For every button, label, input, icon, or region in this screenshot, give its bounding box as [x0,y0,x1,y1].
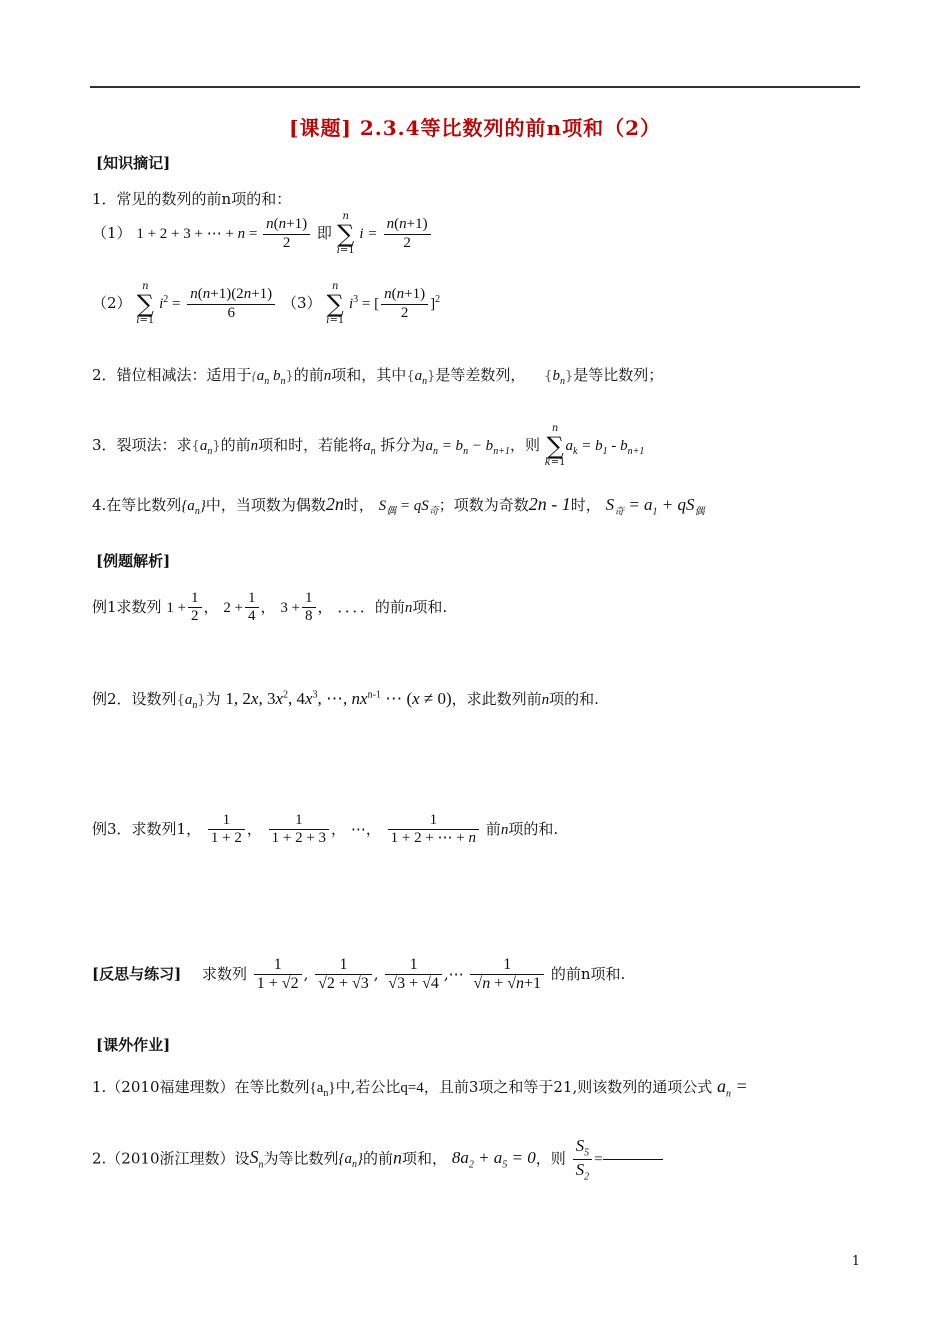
section-practice: [反思与练习] [92,964,182,983]
homework-2: 2.（2010浙江理数）设$S_n$为等比数列$\{a_n\}$的前n项和， $8a_2 + a_5 = 0$，则 $\frac{S_5}{S_2}$ = [92,1136,663,1183]
example-2: 例2．设数列$\{a_n\}$为 1, 2x, $3x^2$, $4x^3$, ⋯, $nx^{n-1}$ ⋯ (x ≠ 0)，求此数列前n项的和. [92,689,599,711]
practice: [反思与练习] 求数列 $\frac{1}{1 + √2}$ , $\frac{1}{√2 + √3}$ , $\frac{1}{√3 + √4}$ ,⋯ $\frac{1}{√n + √n+1}$ 的前n项和. [92,956,626,993]
example-1: 例1求数列 1 + $\frac{1}{2}$ ， 2 + $\frac{1}{4}$ ， 3 + $\frac{1}{8}$ ， ．．．．的前n项和. [92,590,448,625]
formula-sum-n: （1） 1 + 2 + 3 + ⋯ + n = $\frac{n(n+1)}{2}$ 即 n ∑ i=1 i = $\frac{n(n+1)}{2}$ [92,212,433,256]
section-examples: [例题解析] [96,552,171,570]
knowledge-item-3: 3．裂项法：求$\{a_n\}$的前n项和时，若能将$a_n$ 拆分为$a_n = b_n - b_{n+1}$，则 n ∑ $k=1a_k = b_1 - b_{n+1}$ [92,423,645,468]
page-title: [课题] 2.3.4等比数列的前n项和（2） [288,116,662,140]
formula-sum-squares-cubes: （2） n ∑ i=1 $i^2$ = $\frac{n(n+1)(2n+1)}{6}$ （3） n ∑ i=1 $i^3$ = [ $\frac{n(n+1)}{2}$ ]$^2$ [92,281,441,326]
section-homework: [课外作业] [96,1036,171,1054]
knowledge-item-4: 4.在等比数列$\{a_n\}$中，当项数为偶数2n时， $S_偶 = qS_奇$；项数为奇数2n - 1时， $S_奇 = a_1 + qS_偶$ [92,494,705,518]
example-3: 例3．求数列1， $\frac{1}{1 + 2}$ ， $\frac{1}{1 + 2 + 3}$ ， ⋯， $\frac{1}{1 + 2 + \cdots + n}$ 前n项的和. [92,812,559,847]
knowledge-item-2: 2．错位相减法：适用于{$a_n$ $b_n$}的前n项和，其中$\{a_n\}$是等差数列， $\{b_n\}$是等比数列； [92,366,664,387]
knowledge-item-1: 1．常见的数列的前n项的和： [92,190,292,208]
page-number: 1 [851,1254,860,1269]
homework-1: 1.（2010福建理数）在等比数列$\{a_n\}$中,若公比q=4，且前3项之和等于21,则该数列的通项公式 $a_n$ = [92,1076,748,1100]
section-knowledge: [知识摘记] [96,154,171,172]
top-rule [90,86,860,88]
